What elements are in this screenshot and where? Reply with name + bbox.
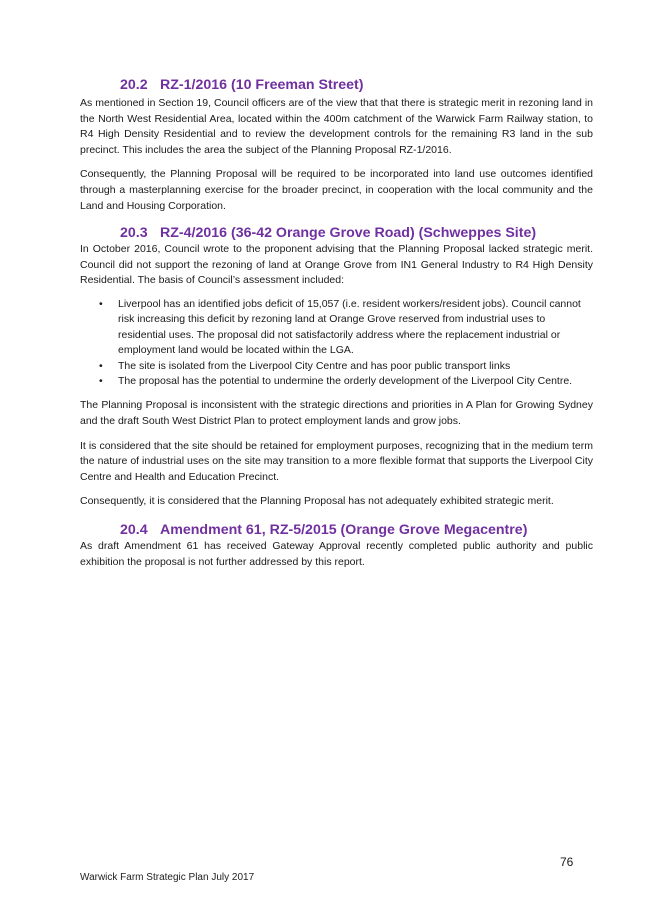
section-number: 20.4 bbox=[120, 521, 148, 538]
section-title: RZ-1/2016 (10 Freeman Street) bbox=[160, 77, 364, 93]
paragraph: As draft Amendment 61 has received Gateway Approval recently completed public authority and public exhibition the proposal is not further addressed by this report. bbox=[80, 539, 593, 568]
footer-document-title: Warwick Farm Strategic Plan July 2017 bbox=[80, 872, 255, 883]
paragraph: The Planning Proposal is inconsistent with the strategic directions and priorities in A Plan for Growing Sydney and the draft South West District Plan to protect employment lands and grow jobs. bbox=[80, 399, 593, 427]
list-item bbox=[80, 359, 593, 374]
paragraph: Consequently, the Planning Proposal will be required to be incorporated into land use outcomes identified through a masterplanning exercise for the broader precinct, in cooperation with the local community and the Land and Housing Corporation. bbox=[80, 168, 593, 212]
bullet-list bbox=[80, 297, 593, 389]
section-title: RZ-4/2016 (36-42 Orange Grove Road) (Schweppes Site) bbox=[160, 225, 537, 242]
list-item bbox=[80, 297, 593, 359]
paragraph: Consequently, it is considered that the Planning Proposal has not adequately exhibited strategic merit. bbox=[80, 495, 554, 508]
section-heading-20-3 bbox=[80, 224, 593, 242]
list-item bbox=[80, 374, 593, 389]
section-number: 20.3 bbox=[120, 225, 148, 242]
section-number: 20.2 bbox=[120, 77, 148, 93]
section-heading-20-4 bbox=[80, 521, 593, 539]
section-title: Amendment 61, RZ-5/2015 (Orange Grove Megacentre) bbox=[160, 521, 528, 538]
paragraph: As mentioned in Section 19, Council officers are of the view that that there is strategic merit in rezoning land in the North West Residential Area, located within the 400m catchment of the Warwick Farm Railway station, to R4 High Density Residential and to review the development controls for the remaining R3 land in the sub precinct. This includes the area the subject of the Planning Proposal RZ-1/2016. bbox=[80, 97, 593, 156]
page-number: 76 bbox=[560, 855, 574, 869]
bullet-icon: • bbox=[99, 374, 103, 387]
list-item-text: The site is isolated from the Liverpool City Centre and has poor public transport links bbox=[118, 359, 511, 372]
list-item-text: The proposal has the potential to undermine the orderly development of the Liverpool City Centre. bbox=[118, 374, 573, 387]
bullet-icon: • bbox=[99, 297, 103, 310]
section-heading-20-2 bbox=[80, 76, 593, 94]
paragraph: In October 2016, Council wrote to the proponent advising that the Planning Proposal lacked strategic merit. Council did not support the rezoning of land at Orange Grove from IN1 General Industry to R4 High Density Residential. The basis of Council’s assessment included: bbox=[80, 243, 593, 287]
paragraph: It is considered that the site should be retained for employment purposes, recognizing that in the medium term the nature of industrial uses on the site may transition to a more flexible format that supports the Liverpool City Centre and Health and Education Precinct. bbox=[80, 439, 593, 483]
list-item-text: Liverpool has an identified jobs deficit of 15,057 (i.e. resident workers/resident jobs). Council cannot risk increasing this deficit by rezoning land at Orange Grove reserved from industrial uses to residential uses. The proposal did not satisfactorily address where the replacement industrial or employment land would be located within the LGA. bbox=[118, 297, 581, 357]
page-content bbox=[80, 76, 593, 570]
bullet-icon: • bbox=[99, 359, 103, 372]
